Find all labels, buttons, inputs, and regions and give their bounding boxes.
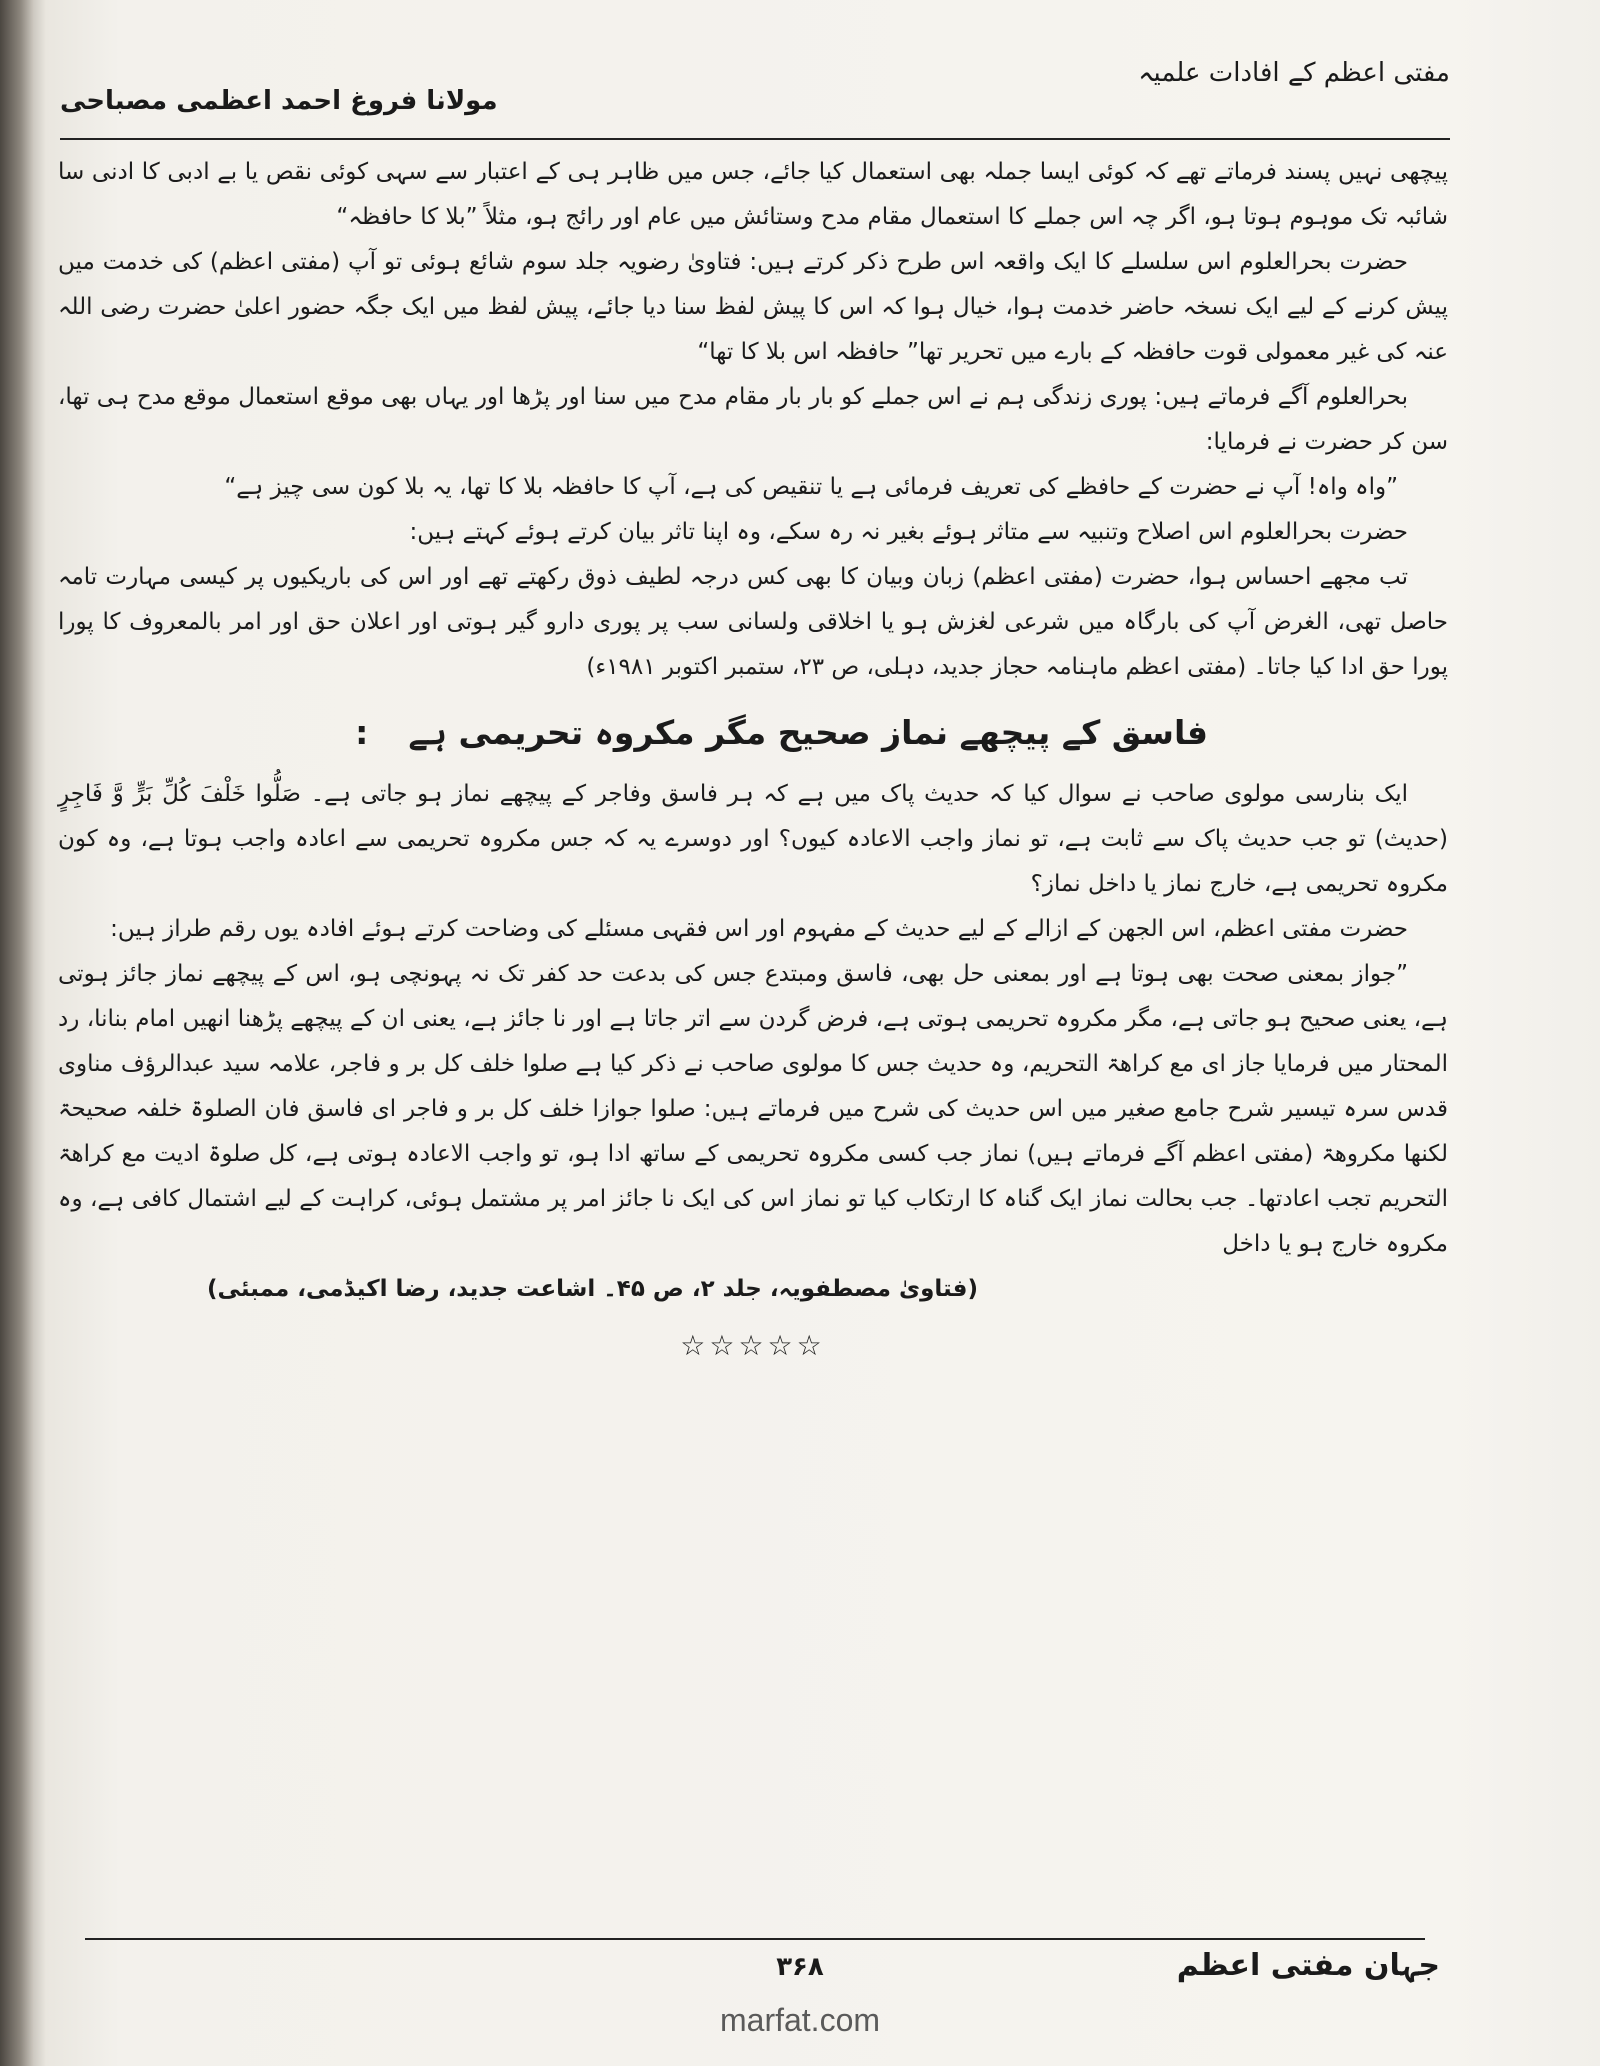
header-author: مولانا فروغ احمد اعظمی مصباحی: [60, 86, 498, 116]
header-book-section: مفتی اعظم کے افادات علمیہ: [1138, 58, 1450, 88]
section-heading: [58, 696, 1448, 770]
quote-2: ”جواز بمعنی صحت بھی ہوتا ہے اور بمعنی حل بھی، فاسق ومبتدع جس کی بدعت حد کفر تک نہ پہونچی ہو، اس کے پیچھے نماز جائز ہوتی ہے، یعنی صحیح ہو جاتی ہے، مگر مکروہ تحریمی ہوتی ہے، فرض گردن سے اتر جاتا ہے اور نا جائز ہے، یعنی ان کے پیچھے پڑھنا انھیں امام بنانا، رد المحتار میں فرمایا جاز ای مع کراھۃ التحریم، وہ حدیث جس کا مولوی صاحب نے ذکر کیا ہے صلوا خلف کل بر و فاجر، علامہ سید عبدالرؤف مناوی قدس سرہ تیسیر شرح جامع صغیر میں اس حدیث کی شرح میں فرماتے ہیں: صلوا جوازا خلف کل بر و فاجر ای فاسق فان الصلوۃ خلفہ صحیحۃ لکنھا مکروھۃ (مفتی اعظم آگے فرماتے ہیں) نماز جب کسی مکروہ تحریمی کے ساتھ ادا ہو، تو واجب الاعادہ ہوتی ہے، کل صلوۃ ادیت مع کراھۃ التحریم تجب اعادتھا۔ جب بحالت نماز ایک گناہ کا ارتکاب کیا تو نماز اس کی ایک نا جائز امر پر مشتمل ہوئی، کراہت کے لیے اشتمال کافی ہے، وہ مکروہ خارج ہو یا داخل: [58, 961, 1448, 1257]
section-heading-colon: :: [355, 713, 369, 752]
running-header: [60, 58, 1450, 138]
paragraph-5: تب مجھے احساس ہوا، حضرت (مفتی اعظم) زبان وبیان کا بھی کس درجہ لطیف ذوق رکھتے تھے اور اس کی باریکیوں پر کیسی مہارت تامہ حاصل تھی، الغرض آپ کی بارگاہ میں شرعی لغزش ہو یا اخلاقی ولسانی سب پر پوری دارو گیر ہوتی اور اعلان حق اور امر بالمعروف کا پورا پورا حق ادا کیا جاتا۔ (مفتی اعظم ماہنامہ حجاز جدید، دہلی، ص ۲۳، ستمبر اکتوبر ۱۹۸۱ء): [58, 564, 1448, 680]
paragraph-4: حضرت بحرالعلوم اس اصلاح وتنبیہ سے متاثر ہوئے بغیر نہ رہ سکے، وہ اپنا تاثر بیان کرتے ہوئے کہتے ہیں:: [409, 519, 1408, 545]
paragraph-7: حضرت مفتی اعظم، اس الجھن کے ازالے کے لیے حدیث کے مفہوم اور اس فقہی مسئلے کی وضاحت کرتے ہوئے افادہ یوں رقم طراز ہیں:: [110, 916, 1408, 942]
header-rule: [60, 138, 1450, 140]
footer-book-title: جہان مفتی اعظم: [1176, 1948, 1440, 1983]
paragraph-6: ایک بنارسی مولوی صاحب نے سوال کیا کہ حدیث پاک میں ہے کہ ہر فاسق وفاجر کے پیچھے نماز ہو جاتی ہے۔ صَلُّوا خَلْفَ کُلِّ بَرٍّ وَّ فَاجِرٍ (حدیث) تو جب حدیث پاک سے ثابت ہے، تو نماز واجب الاعادہ کیوں؟ اور دوسرے یہ کہ جس مکروہ تحریمی سے اعادہ واجب ہوتا ہے، وہ کون مکروہ تحریمی ہے، خارج نماز یا داخل نماز؟: [58, 781, 1448, 897]
page-number: ۳۶۸: [776, 1952, 824, 1982]
section-heading-text: فاسق کے پیچھے نماز صحیح مگر مکروہ تحریمی ہے: [408, 713, 1208, 752]
citation: (فتاویٰ مصطفویہ، جلد ۲، ص ۴۵۔ اشاعت جدید، رضا اکیڈمی، ممبئی): [207, 1276, 978, 1302]
section-end-stars: ☆☆☆☆☆: [680, 1329, 826, 1362]
quote-1: ”واہ واہ! آپ نے حضرت کے حافظے کی تعریف فرمائی ہے یا تنقیص کی ہے، آپ کا حافظہ بلا کا تھا، یہ بلا کون سی چیز ہے“: [224, 474, 1398, 500]
page-body: [58, 150, 1448, 1376]
paragraph-1: پیچھی نہیں پسند فرماتے تھے کہ کوئی ایسا جملہ بھی استعمال کیا جائے، جس میں ظاہر ہی کے اعتبار سے سہی کوئی نقص یا بے ادبی کا ادنی سا شائبہ تک موہوم ہوتا ہو، اگر چہ اس جملے کا استعمال مقام مدح وستائش میں عام اور رائج ہو، مثلاً ”بلا کا حافظہ“: [58, 159, 1448, 230]
paragraph-3: بحرالعلوم آگے فرماتے ہیں: پوری زندگی ہم نے اس جملے کو بار بار مقام مدح میں سنا اور پڑھا اور یہاں بھی موقع استعمال موقع مدح ہی تھا، سن کر حضرت نے فرمایا:: [58, 384, 1448, 455]
paragraph-2: حضرت بحرالعلوم اس سلسلے کا ایک واقعہ اس طرح ذکر کرتے ہیں: فتاویٰ رضویہ جلد سوم شائع ہوئی تو آپ (مفتی اعظم) کی خدمت میں پیش کرنے کے لیے ایک نسخہ حاضر خدمت ہوا، خیال ہوا کہ اس کا پیش لفظ سنا دیا جائے، پیش لفظ میں ایک جگہ حضور اعلیٰ حضرت رضی اللہ عنہ کی غیر معمولی قوت حافظہ کے بارے میں تحریر تھا” حافظہ اس بلا کا تھا“: [58, 249, 1448, 365]
watermark: marfat.com: [719, 2002, 881, 2038]
book-spine-shadow: [0, 0, 34, 2066]
footer-rule: [85, 1938, 1425, 1940]
